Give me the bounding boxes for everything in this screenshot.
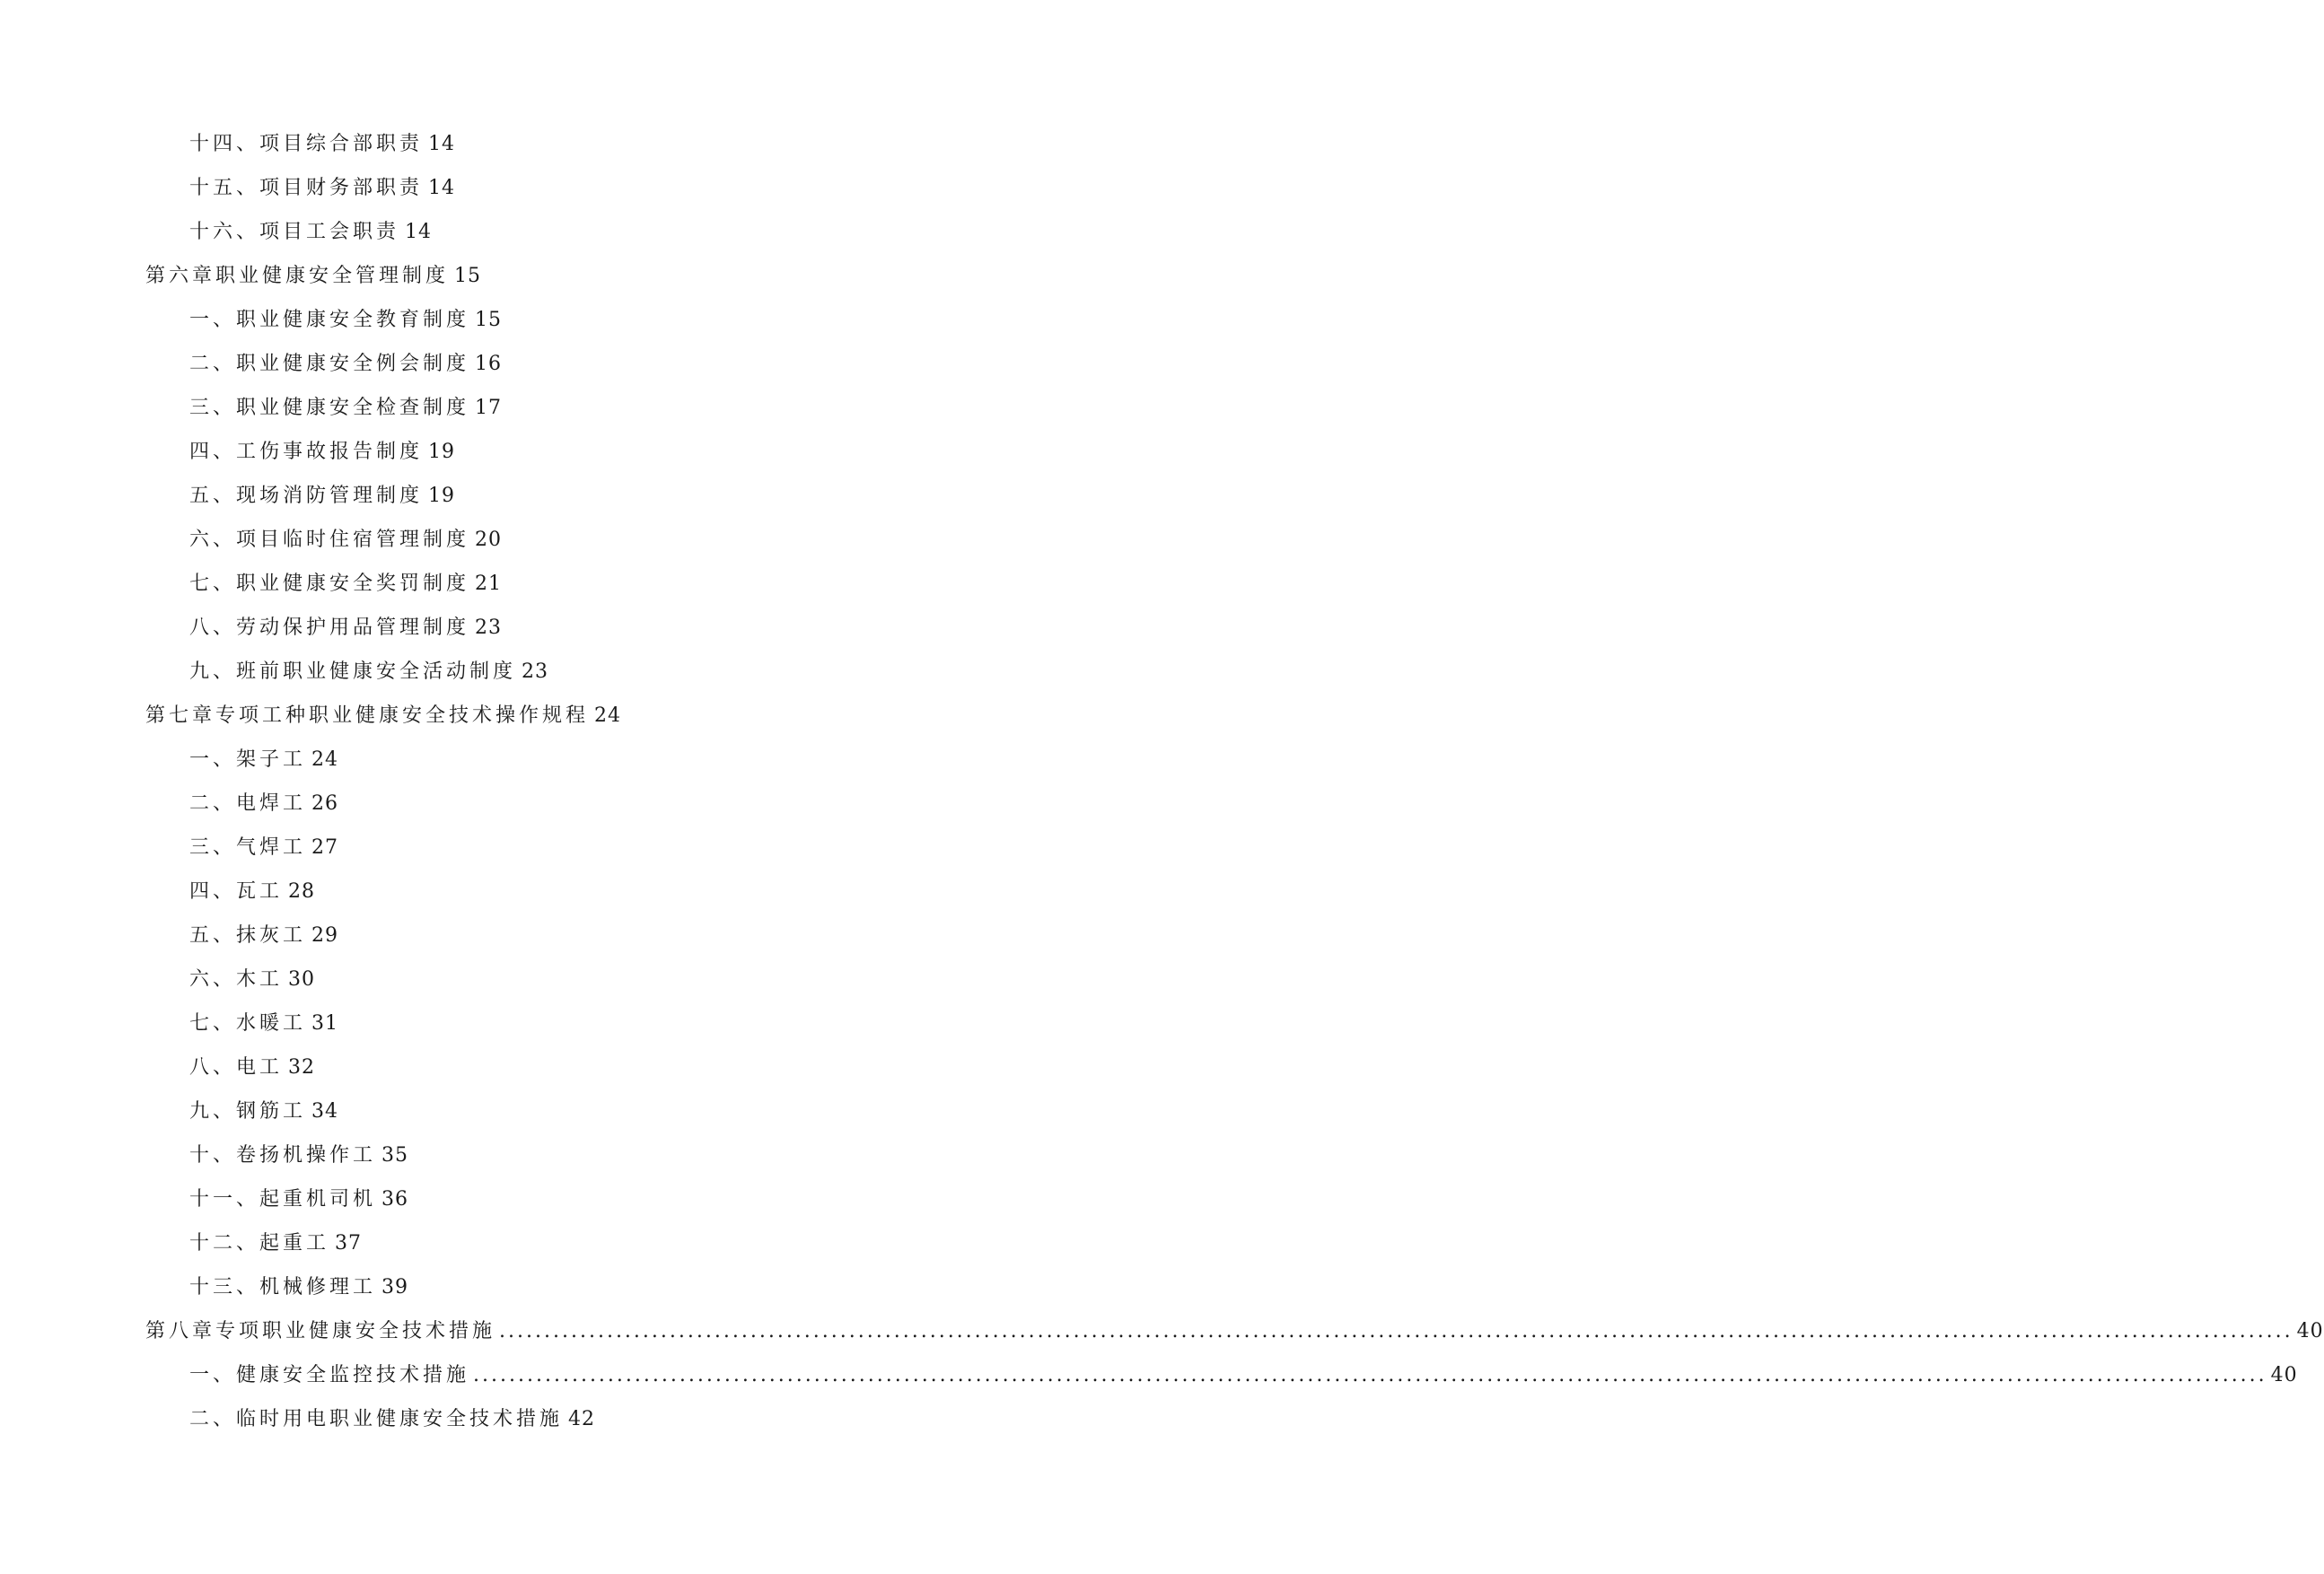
toc-entry-title: 电工 [236, 1056, 284, 1079]
toc-entry-title: 抹灰工 [236, 924, 307, 947]
toc-dot-leader: ........................................................................................................................................................................................................ [473, 1364, 2267, 1386]
toc-entry-page-number: 19 [428, 441, 456, 463]
toc-entry-number: 八、 [189, 1056, 237, 1079]
toc-entry-page-number: 28 [288, 880, 316, 903]
toc-entry-title: 临时用电职业健康安全技术措施 [236, 1408, 564, 1430]
toc-entry-number: 十六、 [189, 221, 260, 243]
toc-entry-page-number: 16 [475, 353, 503, 375]
toc-entry-page-number: 20 [475, 529, 503, 551]
toc-entry-title: 班前职业健康安全活动制度 [236, 660, 517, 683]
toc-entry-page-number: 14 [428, 133, 456, 155]
toc-entry-page-number: 24 [594, 704, 622, 727]
toc-entry-number: 十二、 [189, 1232, 260, 1255]
toc-entry-page-number: 17 [475, 397, 503, 419]
toc-entry-number: 第八章 [145, 1320, 216, 1342]
toc-section-entry[interactable] [0, 430, 1114, 474]
toc-section-entry[interactable] [0, 958, 1114, 1001]
toc-section-entry[interactable] [0, 342, 1114, 386]
toc-entry-page-number: 29 [311, 924, 339, 947]
toc-entry-number: 十、 [189, 1144, 237, 1167]
toc-entry-title: 健康安全监控技术措施 [236, 1364, 470, 1386]
toc-section-entry[interactable] [0, 1397, 1114, 1441]
toc-entry-number: 四、 [189, 880, 237, 903]
toc-section-entry[interactable] [0, 1133, 1114, 1177]
toc-dot-leader: ........................................................................................................................................................................................................ [499, 1320, 2293, 1342]
toc-entry-title: 工伤事故报告制度 [236, 441, 424, 463]
toc-section-entry[interactable] [0, 650, 1114, 694]
toc-section-entry[interactable] [0, 826, 1114, 870]
toc-entry-number: 十五、 [189, 177, 260, 199]
toc-section-entry[interactable] [0, 1045, 1114, 1089]
toc-entry-page-number: 35 [381, 1144, 409, 1167]
toc-entry-number: 八、 [189, 616, 237, 639]
toc-entry-title: 电焊工 [236, 792, 307, 815]
toc-section-entry[interactable] [0, 1265, 1114, 1309]
toc-entry-title: 水暖工 [236, 1012, 307, 1035]
toc-entry-title: 气焊工 [236, 836, 307, 859]
toc-section-entry[interactable] [0, 738, 1114, 782]
toc-entry-number: 二、 [189, 1408, 237, 1430]
toc-entry-title: 钢筋工 [236, 1100, 307, 1123]
toc-entry-title: 项目工会职责 [259, 221, 400, 243]
toc-entry-page-number: 15 [454, 265, 482, 287]
toc-section-entry[interactable] [0, 122, 1114, 166]
toc-entry-title: 起重工 [259, 1232, 330, 1255]
toc-entry-page-number: 32 [288, 1056, 316, 1079]
toc-entry-number: 十三、 [189, 1276, 260, 1299]
toc-entry-number: 三、 [189, 397, 237, 419]
toc-chapter-entry[interactable] [0, 254, 1114, 298]
toc-entry-page-number: 36 [381, 1188, 409, 1211]
toc-entry-title: 劳动保护用品管理制度 [236, 616, 470, 639]
toc-entry-number: 十一、 [189, 1188, 260, 1211]
toc-entry-title: 木工 [236, 968, 284, 991]
toc-section-entry[interactable] [0, 1221, 1114, 1265]
toc-section-entry[interactable] [0, 518, 1114, 562]
toc-entry-number: 一、 [189, 1364, 237, 1386]
toc-entry-page-number: 19 [428, 485, 456, 507]
toc-section-entry[interactable] [0, 914, 1114, 958]
toc-section-entry[interactable] [0, 782, 1114, 826]
toc-entry-page-number: 14 [405, 221, 433, 243]
toc-entry-page-number: 26 [311, 792, 339, 815]
toc-entry-number: 二、 [189, 353, 237, 375]
toc-entry-page-number: 42 [568, 1408, 596, 1430]
toc-entry-page-number: 27 [311, 836, 339, 859]
toc-section-entry[interactable] [0, 1353, 2298, 1397]
toc-entry-title: 职业健康安全管理制度 [215, 265, 450, 287]
toc-entry-title: 瓦工 [236, 880, 284, 903]
toc-entry-page-number: 40 [2296, 1320, 2324, 1342]
toc-section-entry[interactable] [0, 210, 1114, 254]
toc-entry-title: 职业健康安全检查制度 [236, 397, 470, 419]
toc-section-entry[interactable] [0, 166, 1114, 210]
toc-entry-number: 第七章 [145, 704, 216, 727]
toc-entry-page-number: 37 [335, 1232, 363, 1255]
toc-entry-title: 起重机司机 [259, 1188, 377, 1211]
toc-entry-number: 三、 [189, 836, 237, 859]
toc-entry-page-number: 14 [428, 177, 456, 199]
toc-section-entry[interactable] [0, 474, 1114, 518]
toc-entry-page-number: 40 [2270, 1364, 2298, 1386]
toc-entry-number: 四、 [189, 441, 237, 463]
toc-section-entry[interactable] [0, 870, 1114, 914]
toc-entry-number: 九、 [189, 1100, 237, 1123]
toc-entry-page-number: 23 [522, 660, 549, 683]
toc-entry-page-number: 23 [475, 616, 503, 639]
toc-chapter-entry[interactable] [0, 1309, 2324, 1353]
toc-section-entry[interactable] [0, 386, 1114, 430]
toc-entry-number: 六、 [189, 529, 237, 551]
toc-entry-title: 架子工 [236, 748, 307, 771]
toc-entry-number: 五、 [189, 924, 237, 947]
toc-entry-page-number: 30 [288, 968, 316, 991]
toc-entry-title: 职业健康安全例会制度 [236, 353, 470, 375]
toc-entry-number: 十四、 [189, 133, 260, 155]
toc-entry-page-number: 39 [381, 1276, 409, 1299]
toc-entry-title: 现场消防管理制度 [236, 485, 424, 507]
toc-section-entry[interactable] [0, 1089, 1114, 1133]
toc-entry-number: 六、 [189, 968, 237, 991]
toc-entry-number: 五、 [189, 485, 237, 507]
toc-entry-page-number: 21 [475, 573, 503, 595]
toc-section-entry[interactable] [0, 1177, 1114, 1221]
toc-section-entry[interactable] [0, 562, 1114, 606]
toc-entry-title: 卷扬机操作工 [236, 1144, 377, 1167]
toc-entry-number: 一、 [189, 748, 237, 771]
toc-entry-title: 职业健康安全教育制度 [236, 309, 470, 331]
toc-section-entry[interactable] [0, 606, 1114, 650]
toc-entry-page-number: 31 [311, 1012, 339, 1035]
toc-chapter-entry[interactable] [0, 694, 1114, 738]
toc-entry-number: 一、 [189, 309, 237, 331]
toc-entry-number: 七、 [189, 573, 237, 595]
toc-entry-title: 机械修理工 [259, 1276, 377, 1299]
toc-section-entry[interactable] [0, 1001, 1114, 1045]
toc-entry-title: 专项工种职业健康安全技术操作规程 [215, 704, 590, 727]
toc-entry-title: 职业健康安全奖罚制度 [236, 573, 470, 595]
toc-entry-number: 第六章 [145, 265, 216, 287]
toc-entry-number: 七、 [189, 1012, 237, 1035]
toc-entry-title: 项目临时住宿管理制度 [236, 529, 470, 551]
toc-entry-page-number: 24 [311, 748, 339, 771]
toc-section-entry[interactable] [0, 298, 1114, 342]
toc-entry-page-number: 34 [311, 1100, 339, 1123]
toc-entry-title: 项目财务部职责 [259, 177, 424, 199]
toc-entry-title: 项目综合部职责 [259, 133, 424, 155]
toc-entry-number: 九、 [189, 660, 237, 683]
toc-entry-title: 专项职业健康安全技术措施 [215, 1320, 496, 1342]
table-of-contents [0, 122, 2324, 1441]
toc-entry-number: 二、 [189, 792, 237, 815]
toc-entry-page-number: 15 [475, 309, 503, 331]
